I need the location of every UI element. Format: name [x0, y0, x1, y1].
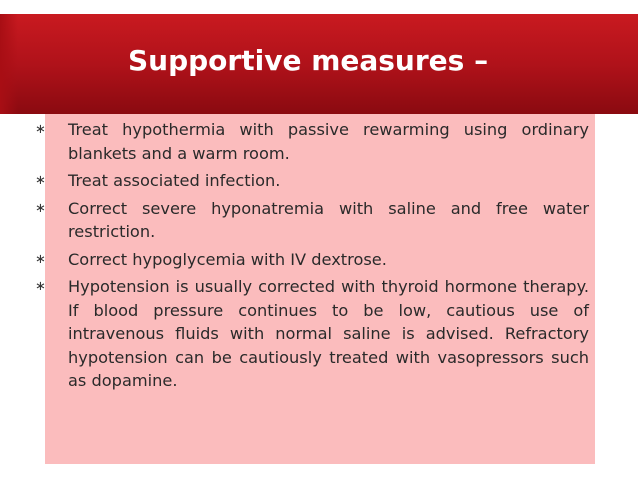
asterisk-bullet-icon: ∗: [35, 173, 46, 188]
asterisk-bullet-icon: ∗: [35, 279, 46, 294]
asterisk-bullet-icon: ∗: [35, 200, 46, 216]
asterisk-bullet-icon: ∗: [35, 122, 46, 137]
bullet-text: Correct severe hyponatremia with saline and free water restriction.: [68, 198, 589, 241]
slide-title: Supportive measures –: [128, 44, 489, 77]
bullet-item: [35, 169, 589, 193]
bullet-item: [35, 197, 589, 244]
bullet-text: Treat associated infection.: [68, 171, 281, 190]
bullet-text: Hypotension is usually corrected with thyroid hormone therapy. If blood pressure continues to be low, cautious use of intravenous fluids with normal saline is advised. Refractory hypotension can be cautiously treated with vasopressors such as dopamine.: [68, 277, 589, 390]
bullet-text: Correct hypoglycemia with IV dextrose.: [68, 249, 387, 269]
bullet-list: [35, 118, 589, 397]
bullet-text: Treat hypothermia with passive rewarming using ordinary blankets and a warm room.: [68, 120, 589, 163]
asterisk-bullet-icon: ∗: [35, 251, 46, 267]
bullet-item: [35, 118, 589, 165]
bullet-item: [35, 275, 589, 393]
bullet-item: [35, 248, 589, 272]
